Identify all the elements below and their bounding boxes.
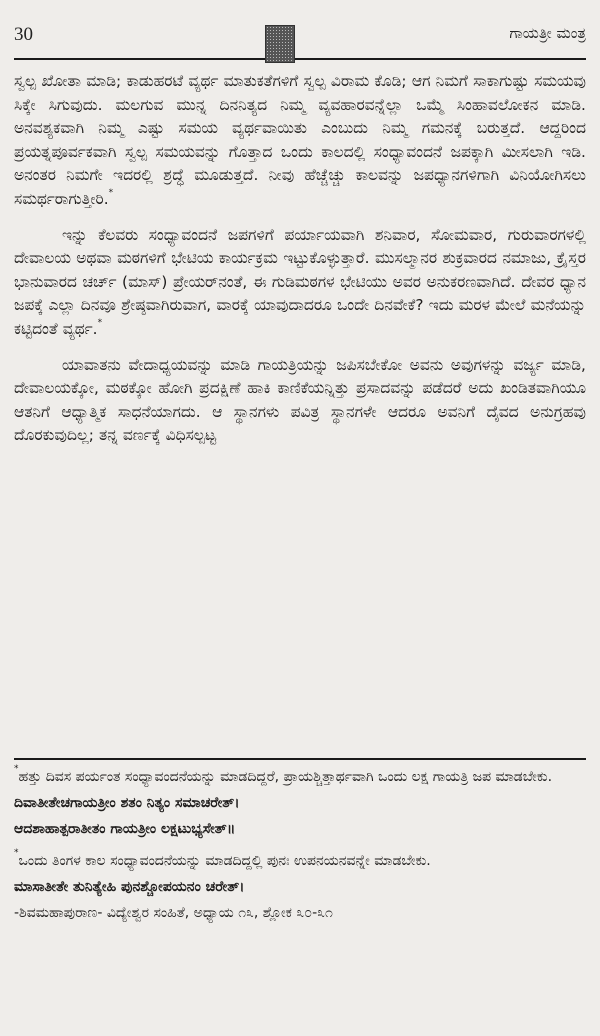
footnote-text: ಒಂದು ತಿಂಗಳ ಕಾಲ ಸಂಧ್ಯಾವಂದನೆಯನ್ನು ಮಾಡದಿದ್ದಲ್ಲಿ ಪುನಃ ಉಪನಯನವನ್ನೇ ಮಾಡಬೇಕು. xyxy=(18,853,431,869)
sloka-line: ದಿವಾತೀತೇಚಗಾಯತ್ರೀಂ ಶತಂ ನಿತ್ಯಂ ಸಮಾಚರೇತ್। xyxy=(14,795,240,811)
paragraph-text: ಇನ್ನು ಕೆಲವರು ಸಂಧ್ಯಾವಂದನೆ ಜಪಗಳಿಗೆ ಪರ್ಯಾಯವಾಗಿ ಶನಿವಾರ, ಸೋಮವಾರ, ಗುರುವಾರಗಳಲ್ಲಿ ದೇವಾಲಯ ಅಥವಾ ಮಠಗಳಿಗೆ ಭೇಟಿಯ ಕಾರ್ಯಕ್ರಮ ಇಟ್ಟುಕೊಳ್ಳುತ್ತಾರೆ. ಮುಸಲ್ಮಾನರ ಶುಕ್ರವಾರದ ನಮಾಜು, ಕ್ರೈಸ್ತರ ಭಾನುವಾರದ ಚರ್ಚ್ (ಮಾಸ್) ಪ್ರೇಯರ್‌ನಂತೆ, ಈ ಗುಡಿಮಠಗಳ ಭೇಟಿಯು ಅವರ ಅನುಕರಣವಾಗಿದೆ. ದೇವರ ಧ್ಯಾನ ಜಪಕ್ಕೆ ಎಲ್ಲಾ ದಿನವೂ ಶ್ರೇಷ್ಠವಾಗಿರುವಾಗ, ವಾರಕ್ಕೆ ಯಾವುದಾದರೂ ಒಂದೇ ದಿನವೇಕೆ? ಇದು ಮರಳ ಮೇಲೆ ಮನೆಯನ್ನು ಕಟ್ಟಿದಂತೆ ವ್ಯರ್ಥ. xyxy=(14,225,586,338)
sloka-line: ಆದಶಾಹಾತ್ಪರಾತೀತಂ ಗಾಯತ್ರೀಂ ಲಕ್ಷಟುಭ್ಯಸೇತ್॥ xyxy=(14,821,236,837)
main-text xyxy=(14,70,586,448)
page-number: 30 xyxy=(14,24,33,45)
footnote-marker: * xyxy=(14,764,19,774)
footnote-marker: * xyxy=(97,317,103,328)
page-header xyxy=(14,18,586,60)
paragraph xyxy=(14,70,586,212)
footnote-divider xyxy=(14,758,586,760)
paragraph xyxy=(14,224,586,342)
paragraph xyxy=(14,354,586,448)
footnote-text-line xyxy=(14,764,586,790)
footnote-text-line xyxy=(14,848,586,874)
footnotes xyxy=(14,764,586,926)
footnote-marker: * xyxy=(14,848,19,858)
citation: -ಶಿವಮಹಾಪುರಾಣ- ವಿದ್ಯೇಶ್ವರ ಸಂಹಿತೆ, ಅಧ್ಯಾಯ ೧೩, ಶ್ಲೋಕ ೩೦-೩೧ xyxy=(14,905,333,921)
footnote xyxy=(14,848,586,926)
paragraph-text: ಯಾವಾತನು ವೇದಾಧ್ಯಯವನ್ನು ಮಾಡಿ ಗಾಯತ್ರಿಯನ್ನು ಜಪಿಸಬೇಕೋ ಅವನು ಅವುಗಳನ್ನು ವರ್ಜ್ಯ ಮಾಡಿ, ದೇವಾಲಯಕ್ಕೋ, ಮಠಕ್ಕೋ ಹೋಗಿ ಪ್ರದಕ್ಷಿಣೆ ಹಾಕಿ ಕಾಣಿಕೆಯನ್ನಿತ್ತು ಪ್ರಸಾದವನ್ನು ಪಡೆದರೆ ಅದು ಖಂಡಿತವಾಗಿಯೂ ಆತನಿಗೆ ಆಧ್ಯಾತ್ಮಿಕ ಸಾಧನೆಯಾಗದು. ಆ ಸ್ಥಾನಗಳು ಪವಿತ್ರ ಸ್ಥಾನಗಳೇ ಆದರೂ ಅವನಿಗೆ ದೈವದ ಅನುಗ್ರಹವು ದೊರಕುವುದಿಲ್ಲ; ತನ್ನ ವರ್ಣಕ್ಕೆ ವಿಧಿಸಲ್ಪಟ್ಟ xyxy=(14,355,586,445)
running-title: ಗಾಯತ್ರೀ ಮಂತ್ರ xyxy=(509,24,586,42)
footnote-text: ಹತ್ತು ದಿವಸ ಪರ್ಯಂತ ಸಂಧ್ಯಾವಂದನೆಯನ್ನು ಮಾಡದಿದ್ದರೆ, ಪ್ರಾಯಶ್ಚಿತ್ತಾರ್ಥವಾಗಿ ಒಂದು ಲಕ್ಷ ಗಾಯತ್ರಿ ಜಪ ಮಾಡಬೇಕು. xyxy=(18,769,553,785)
paragraph-text: ಸ್ವಲ್ಪ ಖೋತಾ ಮಾಡಿ; ಕಾಡುಹರಟೆ ವ್ಯರ್ಥ ಮಾತುಕತೆಗಳಿಗೆ ಸ್ವಲ್ಪ ವಿರಾಮ ಕೊಡಿ; ಆಗ ನಿಮಗೆ ಸಾಕಾಗುಷ್ಟು ಸಮಯವು ಸಿಕ್ಕೇ ಸಿಗುವುದು. ಮಲಗುವ ಮುನ್ನ ದಿನನಿತ್ಯದ ನಿಮ್ಮ ವ್ಯವಹಾರವನ್ನೆಲ್ಲಾ ಒಮ್ಮೆ ಸಿಂಹಾವಲೋಕನ ಮಾಡಿ. ಅನವಶ್ಯಕವಾಗಿ ನಿಮ್ಮ ಎಷ್ಟು ಸಮಯ ವ್ಯರ್ಥವಾಯಿತು ಎಂಬುದು ನಿಮ್ಮ ಗಮನಕ್ಕೆ ಬರುತ್ತದೆ. ಆದ್ದರಿಂದ ಪ್ರಯತ್ನಪೂರ್ವಕವಾಗಿ ಸ್ವಲ್ಪ ಸಮಯವನ್ನು ಗೊತ್ತಾದ ಒಂದು ಕಾಲದಲ್ಲಿ ಸಂಧ್ಯಾವಂದನೆ ಜಪಕ್ಕಾಗಿ ಮೀಸಲಾಗಿ ಇಡಿ. ಅನಂತರ ನಿಮಗೇ ಇದರಲ್ಲಿ ಶ್ರದ್ಧೆ ಮೂಡುತ್ತದೆ. ನೀವು ಹೆಚ್ಚೆಚ್ಚು ಕಾಲವನ್ನು ಜಪಧ್ಯಾನಗಳಿಗಾಗಿ ವಿನಿಯೋಗಿಸಲು ಸಮರ್ಥರಾಗುತ್ತೀರಿ. xyxy=(14,72,586,208)
footnote-marker: * xyxy=(108,187,114,198)
decorative-emblem-icon xyxy=(265,25,295,63)
footnote xyxy=(14,764,586,842)
sloka-line: ಮಾಸಾತೀತೇ ತುನಿತ್ಯೇಹಿ ಪುನಶ್ಚೋಪಯನಂ ಚರೇತ್। xyxy=(14,879,245,895)
